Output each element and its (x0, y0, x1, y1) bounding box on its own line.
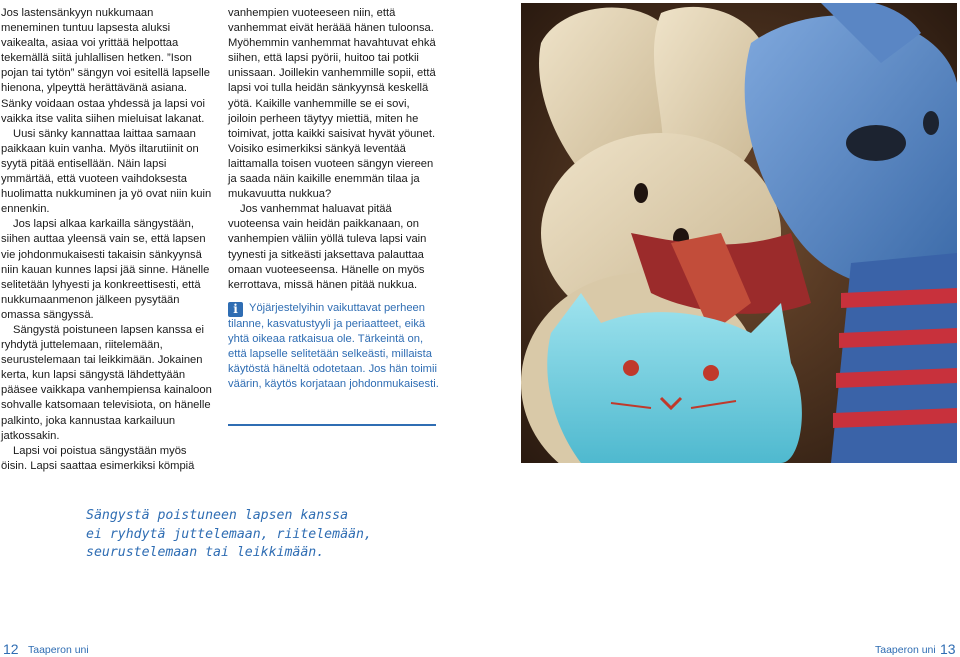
right-running-title: Taaperon uni (875, 644, 936, 656)
body-paragraph: Jos lastensänkyyn nukkumaan meneminen tuntuu lapsesta aluksi vaikealta, asiaa voi yrittää helpottaa tekemällä siitä juhlallisen hetken. ”Ison pojan tai tytön” sängyn voi esitellä lapselle hienona, ylpeyttä herättävänä asiana. Sänky voidaan ostaa yhdessä ja lapsi voi vaikka itse valita siihen mieluisat lakanat. (1, 7, 210, 125)
pull-quote-line: seurustelemaan tai leikkimään. (86, 545, 325, 560)
left-running-title: Taaperon uni (28, 644, 89, 656)
pull-quote (86, 507, 372, 563)
body-paragraph: Jos lapsi alkaa karkailla sängystään, siihen auttaa yleensä vain se, että lapsen vie johdonmukaisesti takaisin sänkyynsä niin kauan kunnes lapsi jää sinne. Hänelle selitetään lyhyesti ja konkreettisesti, että nukkumaanmenon jälkeen pysytään omassa sängyssä. (1, 218, 210, 321)
body-paragraph: vanhempien vuoteeseen niin, että vanhemmat eivät heräää hänen tuloonsa. Myöhemmin vanhemmat havahtuvat ehkä siihen, että lapsi pyörii, huitoo tai potkii unissaan. Joillekin vanhemmille sopii, että lapsi voi tulla heidän sänkyynsä keskellä yötä. Kaikille vanhemmille se ei sovi, joiloin perheen täytyy miettiä, miten he toimivat, jotta kaikki saisivat hyvät yöunet. Voisiko esimerkiksi sänkyä leventää laittamalla toisen vuoteen sängyn viereen ja saada näin kaikille enemmän tilaa ja mukavuutta nukkua? (228, 7, 436, 201)
info-divider (228, 424, 436, 426)
info-icon: i (228, 302, 243, 317)
body-paragraph: Jos vanhemmat haluavat pitää vuoteensa vain heidän paikkanaan, on vanhempien väliin yöllä tuleva lapsi vain tyynesti ja sitkeästi jaksettava palauttaa omaan vuoteeseensa. Hänelle on myös kerrottava, missä hänen pitää nukkua. (228, 203, 427, 291)
body-paragraph: Uusi sänky kannattaa laittaa samaan paikkaan kuin vanha. Myös iltarutiinit on syytä pitää entisellään. Näin lapsi ymmärtää, että vuoteen vaihdoksesta huolimatta nukkuminen ja yö ovat niin kuin ennenkin. (1, 127, 212, 216)
info-box (228, 301, 440, 392)
right-page-number: 13 (940, 641, 956, 657)
pull-quote-line: ei ryhdytä juttelemaan, riitelemään, (86, 526, 372, 542)
left-page-number: 12 (3, 641, 19, 657)
left-text-column (1, 6, 213, 474)
soft-toys-photo (521, 3, 957, 463)
info-text: Yöjärjestelyihin vaikuttavat perheen tilanne, kasvatustyyli ja periaatteet, eikä yhtä oikeaa ratkaisua ole. Tärkeintä on, että lapselle selitetään selkeästi, millaista käytöstä häneltä odotetaan. Jos hän toimii väärin, käytös korjataan johdonmukaisesti. (228, 301, 439, 391)
body-paragraph: Sängystä poistuneen lapsen kanssa ei ryhdytä juttelemaan, riitelemään, seurustelemaan tai leikkimään. Jokainen kerta, kun lapsi sängystä lähdettyään pääsee vaikkapa vanhempiensa kainaloon sohvalle katsomaan televisiota, on hänelle palkinto, joka kannustaa karkailuun jatkossakin. (1, 323, 212, 442)
pull-quote-line: Sängystä poistuneen lapsen kanssa (86, 508, 349, 523)
right-text-column (228, 6, 440, 392)
body-paragraph: Lapsi voi poistua sängystään myös öisin. Lapsi saattaa esimerkiksi kömpiä (1, 444, 195, 472)
